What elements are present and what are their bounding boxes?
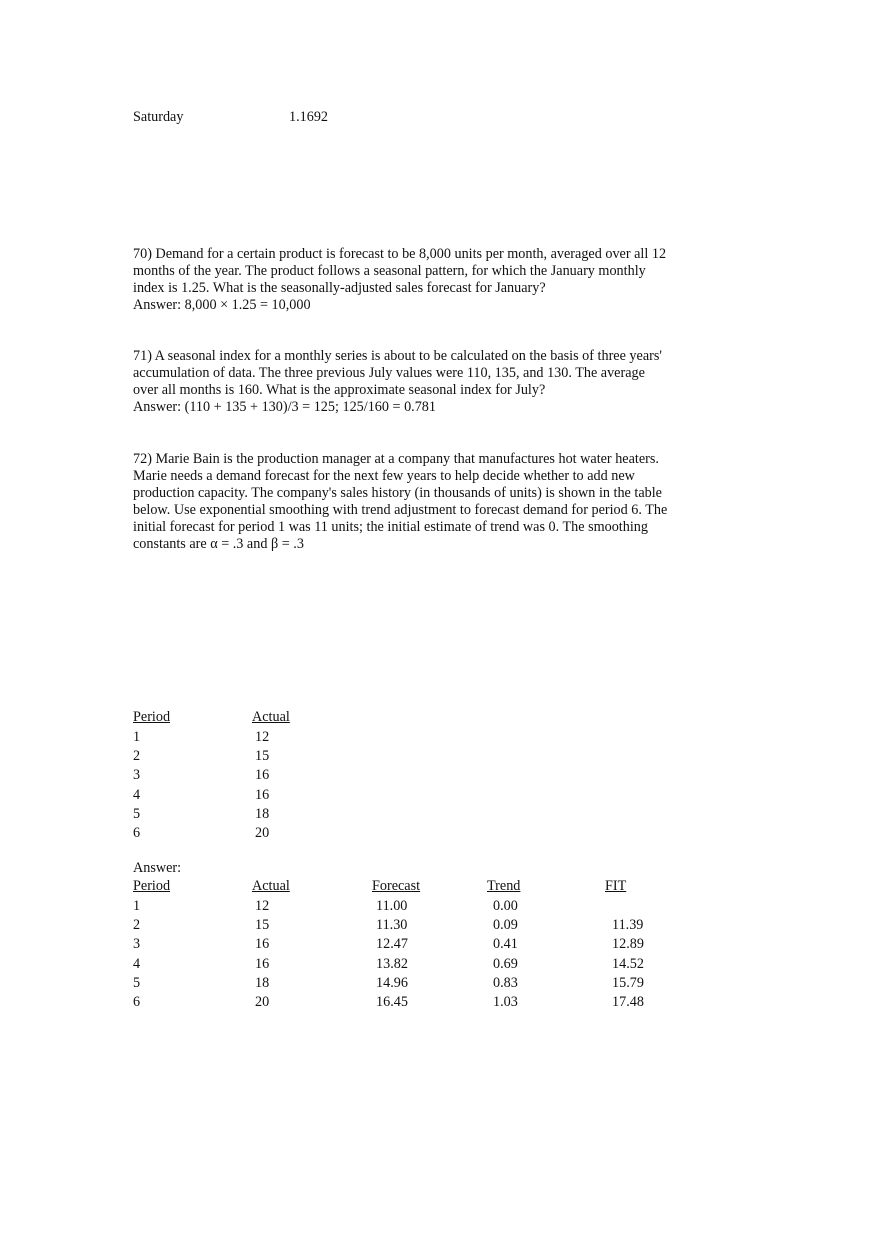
table-row xyxy=(0,917,880,936)
table-row xyxy=(0,767,880,786)
forecast-cell: 12.47 xyxy=(376,936,408,952)
question-71-line: 71) A seasonal index for a monthly series is about to be calculated on the basis of three years' xyxy=(133,348,662,364)
trend-cell: 0.09 xyxy=(493,917,518,933)
actual-cell: 18 xyxy=(255,975,270,991)
seasonal-index-value: 1.1692 xyxy=(289,109,329,125)
fit-cell: 14.52 xyxy=(612,956,644,972)
period-cell: 5 xyxy=(133,806,141,822)
table-row xyxy=(0,936,880,955)
period-cell: 4 xyxy=(133,956,141,972)
actual-header: Actual xyxy=(252,709,290,725)
forecast-header: Forecast xyxy=(372,878,421,894)
table-row xyxy=(0,729,880,748)
trend-header: Trend xyxy=(487,878,521,894)
table-row xyxy=(0,825,880,844)
table-header-row xyxy=(0,709,880,728)
table-row xyxy=(0,748,880,767)
question-72 xyxy=(133,451,667,553)
actual-cell: 12 xyxy=(255,729,270,745)
table-row xyxy=(0,806,880,825)
fit-cell: 17.48 xyxy=(612,994,644,1010)
table-row xyxy=(0,994,880,1013)
trend-cell: 0.69 xyxy=(493,956,518,972)
actual-cell: 15 xyxy=(255,748,270,764)
period-cell: 2 xyxy=(133,748,141,764)
question-71-line: accumulation of data. The three previous July values were 110, 135, and 130. The average xyxy=(133,365,645,381)
table-row xyxy=(0,898,880,917)
answer-label: Answer: xyxy=(133,860,182,876)
period-cell: 2 xyxy=(133,917,141,933)
question-70 xyxy=(133,246,666,314)
fit-header: FIT xyxy=(605,878,627,894)
table-header-row xyxy=(0,878,880,897)
actual-cell: 12 xyxy=(255,898,270,914)
table-row xyxy=(0,787,880,806)
actual-header: Actual xyxy=(252,878,290,894)
question-71 xyxy=(133,348,662,416)
trend-cell: 0.41 xyxy=(493,936,518,952)
actual-cell: 16 xyxy=(255,787,270,803)
question-71-answer: Answer: (110 + 135 + 130)/3 = 125; 125/160 = 0.781 xyxy=(133,399,436,415)
question-70-answer: Answer: 8,000 × 1.25 = 10,000 xyxy=(133,297,311,313)
question-72-line: below. Use exponential smoothing with trend adjustment to forecast demand for period 6. The xyxy=(133,502,668,518)
period-cell: 3 xyxy=(133,936,141,952)
forecast-cell: 11.30 xyxy=(376,917,408,933)
forecast-cell: 11.00 xyxy=(376,898,408,914)
forecast-cell: 16.45 xyxy=(376,994,408,1010)
question-72-line: production capacity. The company's sales history (in thousands of units) is shown in the table xyxy=(133,485,662,501)
period-cell: 3 xyxy=(133,767,141,783)
table-row xyxy=(0,956,880,975)
period-cell: 4 xyxy=(133,787,141,803)
actual-cell: 16 xyxy=(255,767,270,783)
question-70-line: 70) Demand for a certain product is forecast to be 8,000 units per month, averaged over all 12 xyxy=(133,246,667,262)
question-72-line: constants are α = .3 and β = .3 xyxy=(133,536,304,552)
period-header: Period xyxy=(133,709,171,725)
actual-cell: 15 xyxy=(255,917,270,933)
period-cell: 1 xyxy=(133,898,141,914)
actual-cell: 18 xyxy=(255,806,270,822)
question-70-line: index is 1.25. What is the seasonally-adjusted sales forecast for January? xyxy=(133,280,546,296)
period-cell: 6 xyxy=(133,825,141,841)
question-72-line: 72) Marie Bain is the production manager at a company that manufactures hot water heaters. xyxy=(133,451,659,467)
table-row xyxy=(0,975,880,994)
period-cell: 5 xyxy=(133,975,141,991)
actual-cell: 20 xyxy=(255,825,270,841)
period-cell: 1 xyxy=(133,729,141,745)
question-72-line: initial forecast for period 1 was 11 units; the initial estimate of trend was 0. The smoothing xyxy=(133,519,648,535)
trend-cell: 0.00 xyxy=(493,898,518,914)
trend-cell: 0.83 xyxy=(493,975,518,991)
fit-cell: 11.39 xyxy=(612,917,644,933)
actual-cell: 20 xyxy=(255,994,270,1010)
actual-cell: 16 xyxy=(255,956,270,972)
actual-cell: 16 xyxy=(255,936,270,952)
question-72-line: Marie needs a demand forecast for the next few years to help decide whether to add new xyxy=(133,468,635,484)
seasonal-day-label: Saturday xyxy=(133,109,184,125)
question-70-line: months of the year. The product follows a seasonal pattern, for which the January monthly xyxy=(133,263,646,279)
period-cell: 6 xyxy=(133,994,141,1010)
forecast-cell: 13.82 xyxy=(376,956,408,972)
forecast-cell: 14.96 xyxy=(376,975,408,991)
period-header: Period xyxy=(133,878,171,894)
trend-cell: 1.03 xyxy=(493,994,518,1010)
fit-cell: 15.79 xyxy=(612,975,644,991)
fit-cell: 12.89 xyxy=(612,936,644,952)
question-71-line: over all months is 160. What is the approximate seasonal index for July? xyxy=(133,382,546,398)
